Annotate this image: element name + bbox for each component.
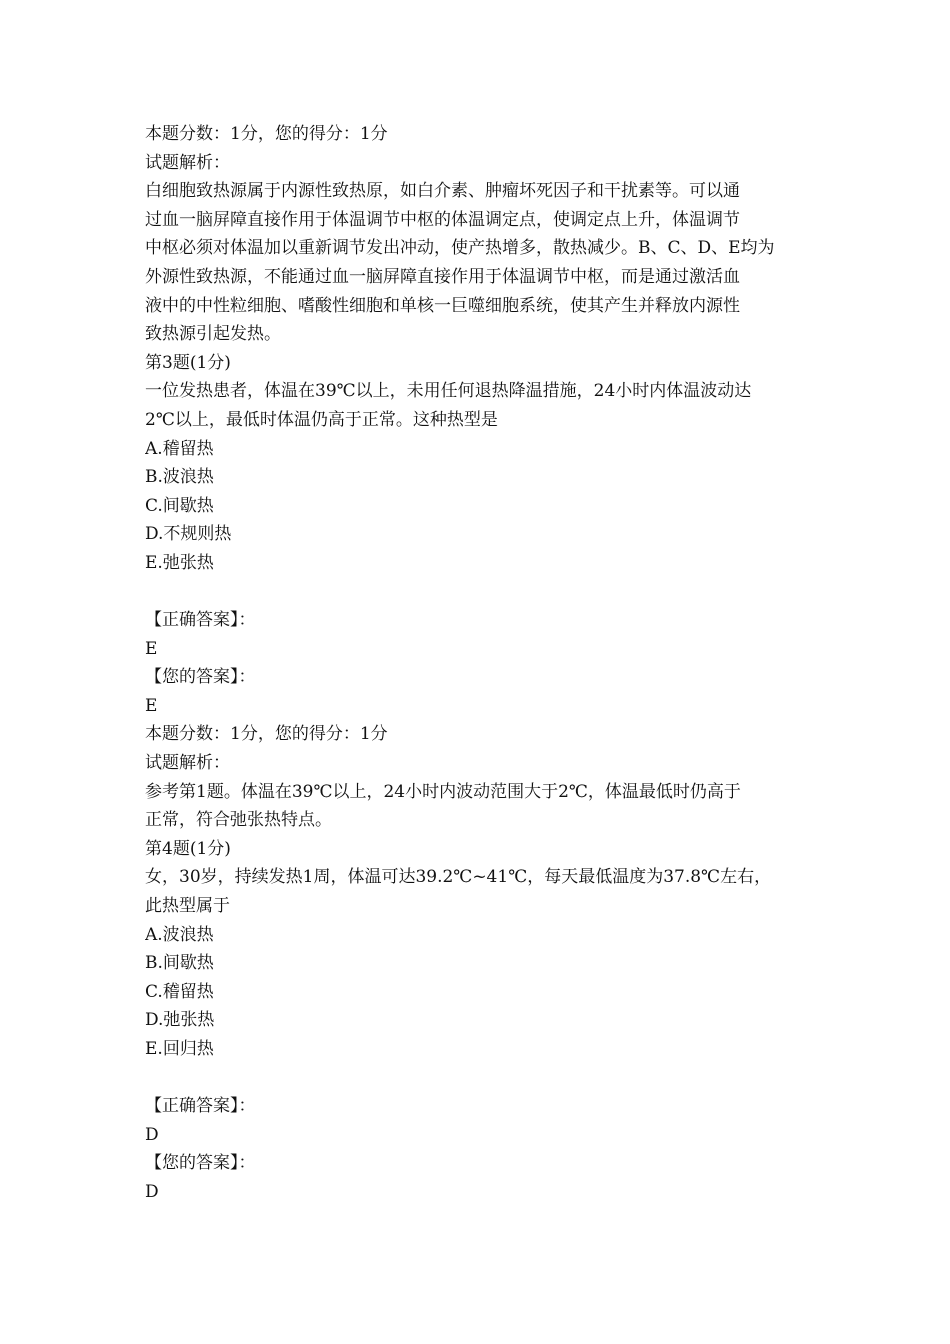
option: D.弛张热 (145, 1010, 215, 1031)
question-stem: 一位发热患者，体温在39℃以上，未用任何退热降温措施，24小时内体温波动达 (145, 381, 752, 402)
correct-answer-label: 【正确答案】： (145, 1096, 256, 1117)
analysis-text: 白细胞致热源属于内源性致热原，如白介素、肿瘤坏死因子和干扰素等。可以通 (145, 181, 740, 202)
your-answer-value: D (145, 1181, 159, 1202)
blank (145, 578, 810, 607)
analysis-text: 外源性致热源，不能通过血一脑屏障直接作用于体温调节中枢，而是通过激活血 (145, 266, 740, 287)
option: B.间歇热 (145, 953, 214, 974)
analysis-label: 试题解析： (145, 753, 230, 774)
option: E.回归热 (145, 1039, 214, 1059)
blank (145, 1064, 810, 1093)
document-page (145, 120, 810, 1207)
option: C.间歇热 (145, 495, 214, 516)
option: E.弛张热 (145, 552, 214, 573)
analysis-text: 中枢必须对体温加以重新调节发出冲动，使产热增多，散热减少。B、C、D、E均为 (145, 238, 775, 259)
score-line: 本题分数：1分，您的得分：1分 (145, 124, 388, 144)
option: A.稽留热 (145, 438, 214, 459)
your-answer-label: 【您的答案】： (145, 667, 256, 688)
correct-answer-value: E (145, 638, 158, 659)
analysis-text: 致热源引起发热。 (145, 324, 281, 345)
question-header: 第4题(1分) (145, 838, 231, 859)
correct-answer-value: D (145, 1124, 159, 1145)
analysis-text: 正常，符合弛张热特点。 (145, 810, 332, 831)
your-answer-value: E (145, 695, 158, 716)
score-line: 本题分数：1分，您的得分：1分 (145, 724, 388, 745)
option: B.波浪热 (145, 467, 214, 488)
option: A.波浪热 (145, 924, 214, 945)
correct-answer-label: 【正确答案】： (145, 610, 256, 631)
analysis-text: 液中的中性粒细胞、嗜酸性细胞和单核一巨噬细胞系统，使其产生并释放内源性 (145, 295, 740, 316)
analysis-label: 试题解析： (145, 152, 230, 173)
your-answer-label: 【您的答案】： (145, 1153, 256, 1174)
analysis-text: 过血一脑屏障直接作用于体温调节中枢的体温调定点，使调定点上升，体温调节 (145, 209, 740, 230)
question-stem: 女，30岁，持续发热1周，体温可达39.2℃~41℃，每天最低温度为37.8℃左右， (145, 867, 772, 888)
question-stem: 此热型属于 (145, 896, 230, 917)
option: C.稽留热 (145, 981, 214, 1002)
question-header: 第3题(1分) (145, 352, 231, 373)
option: D.不规则热 (145, 524, 232, 545)
analysis-text: 参考第1题。体温在39℃以上，24小时内波动范围大于2℃，体温最低时仍高于 (145, 781, 741, 802)
question-stem: 2℃以上，最低时体温仍高于正常。这种热型是 (145, 409, 498, 430)
